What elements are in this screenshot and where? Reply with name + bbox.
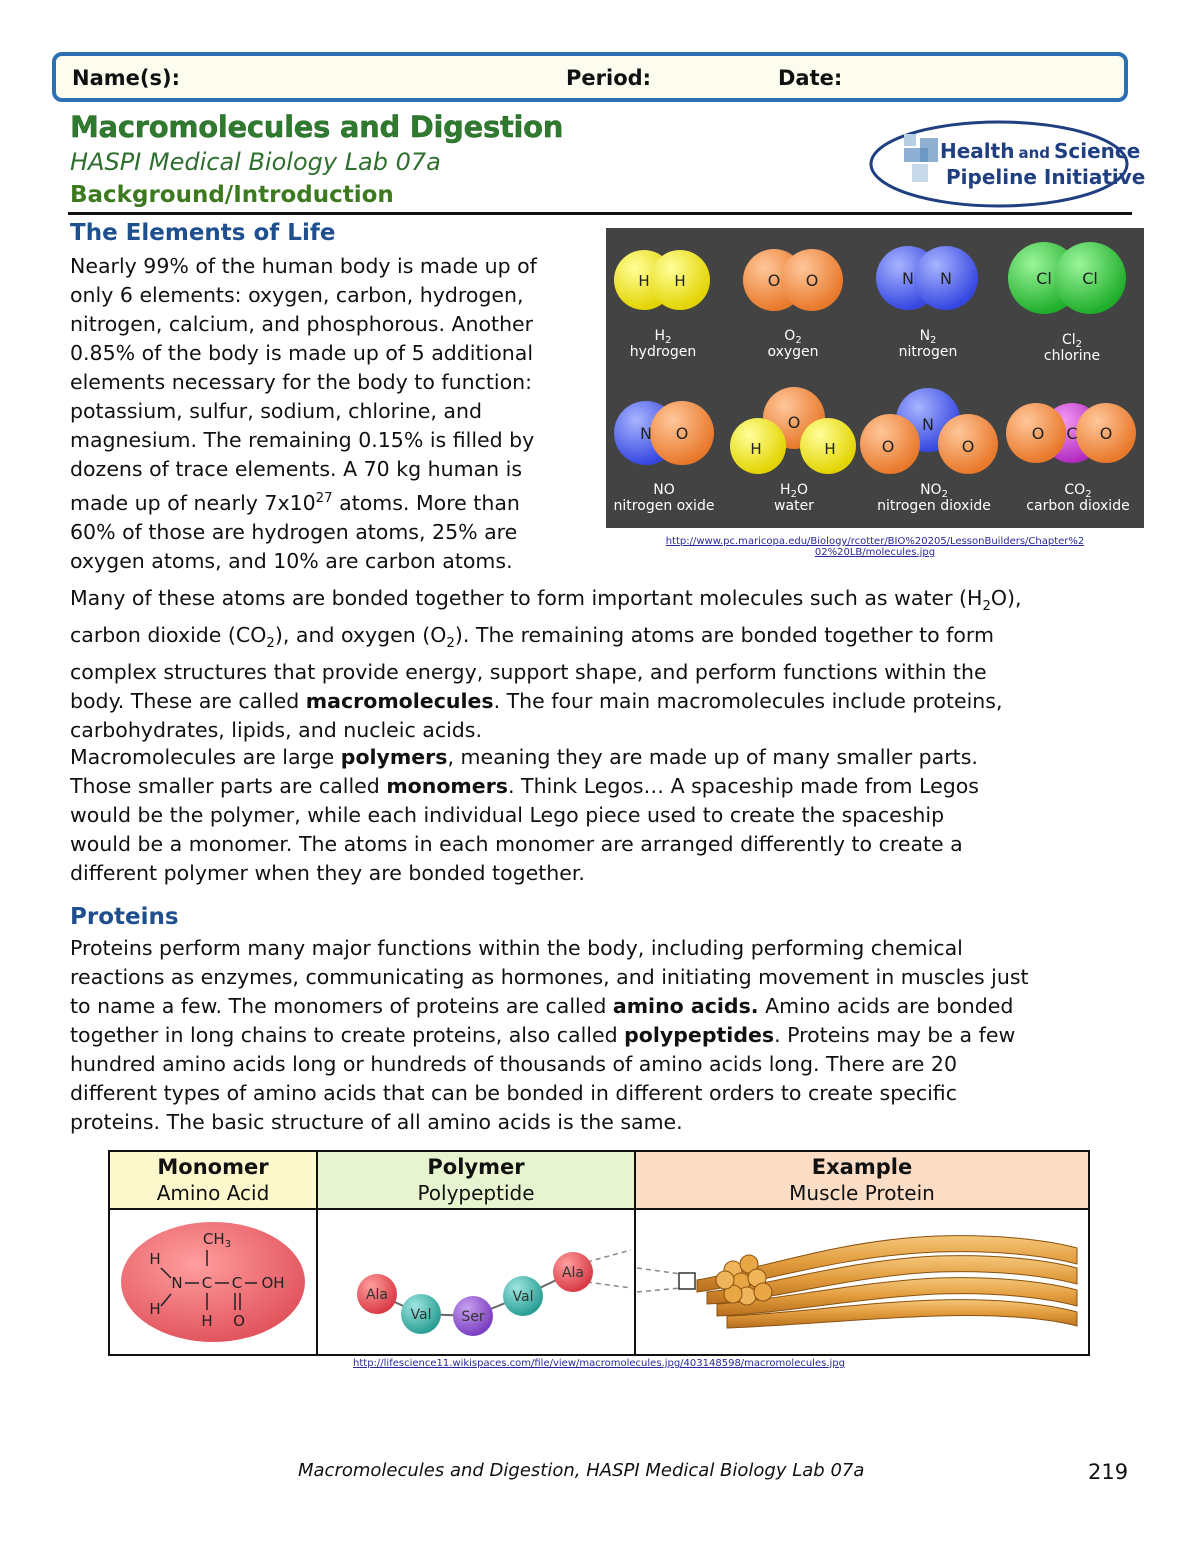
amino-acid-diagram [113,1210,313,1350]
svg-text:O: O [1031,424,1045,443]
svg-text:Val: Val [410,1307,432,1323]
logo-line2: Pipeline Initiative [946,165,1146,189]
svg-text:NO2: $NO_2$ [920,482,948,500]
svg-text:Val: Val [512,1289,534,1305]
svg-text:Ala: Ala [561,1265,585,1281]
svg-text:H: H [201,1312,213,1330]
mol-formula: $H_2$ [654,328,672,346]
svg-text:H: H [149,1300,161,1318]
svg-text:water: water [774,498,814,514]
elements-line: only 6 elements: oxygen, carbon, hydrogen, [70,283,524,307]
svg-text:NO: NO [653,482,675,498]
elements-line: made up of nearly $7x10^{27}$ atoms. More than [70,490,520,515]
svg-text:N: N [902,269,914,288]
svg-text:C: C [231,1274,243,1292]
elements-paragraph [70,252,600,576]
svg-text:N: N [171,1274,183,1292]
svg-text:Ser: Ser [461,1309,485,1325]
elements-line: nitrogen, calcium, and phosphorous. Another [70,312,534,336]
svg-text:Cl: Cl [1036,269,1052,288]
svg-text:hydrogen: hydrogen [629,344,697,360]
svg-text:O: O [881,437,895,456]
elements-line: elements necessary for the body to function: [70,370,533,394]
svg-text:CH3: $CH_3$ [202,1230,232,1250]
svg-text:O: O [805,271,819,290]
name-label: Name(s): [72,66,180,90]
svg-text:Cl: Cl [1082,269,1098,288]
section-label: Background/Introduction [70,182,394,208]
page-title: Macromolecules and Digestion [70,110,564,144]
svg-text:nitrogen dioxide: nitrogen dioxide [877,498,991,514]
svg-text:O: O [961,437,975,456]
svg-text:H: H [824,440,836,458]
svg-text:OH: OH [261,1274,285,1292]
svg-text:O2: $O_2$ [784,328,802,346]
table-header-example: Example Muscle Protein [635,1151,1089,1209]
elements-line: Nearly 99% of the human body is made up of [70,254,537,278]
muscle-protein-diagram [637,1210,1087,1350]
table-header-monomer: Monomer Amino Acid [109,1151,317,1209]
svg-text:H: H [750,440,762,458]
svg-text:H2O: $H_2O$ [780,482,808,500]
svg-text:O: O [1099,424,1113,443]
molecule-image-citation[interactable]: http://www.pc.maricopa.edu/Biology/rcotter/BIO%20205/LessonBuilders/Chapter%2 02%20LB/molecules.jpg [665,536,1085,558]
svg-text:N: N [940,269,952,288]
elements-heading: The Elements of Life [70,220,336,246]
elements-line: potassium, sulfur, sodium, chlorine, and [70,399,483,423]
molecules-image [606,228,1144,528]
polypeptide-cell [317,1209,635,1355]
svg-text:O: O [767,271,781,290]
svg-text:H: H [149,1250,161,1268]
elements-line: 60% of those are hydrogen atoms, 25% are [70,519,518,544]
svg-text:N: N [922,415,934,434]
svg-text:H: H [638,272,650,290]
svg-text:O: O [675,424,689,443]
proteins-heading: Proteins [70,904,179,930]
elements-line: oxygen atoms, and 10% are carbon atoms. [70,548,513,573]
date-label: Date: [778,66,843,90]
svg-text:CO2: $CO_2$ [1064,482,1092,500]
svg-text:O: O [233,1312,245,1330]
svg-text:Ala: Ala [365,1287,389,1303]
table-header-polymer: Polymer Polypeptide [317,1151,635,1209]
header-rule [68,212,1132,215]
svg-text:H: H [674,272,686,290]
table-image-citation[interactable]: http://lifescience11.wikispaces.com/file/view/macromolecules.jpg/403148598/macromolecules.jpg [353,1358,845,1369]
polymers-paragraph: Macromolecules are large polymers, meaning they are made up of many smaller parts. Those smaller parts are called monomers. Think Legos… A spaceship made from Legos would be the polymer, while each individual Lego piece used to create the spaceship would be a monomer. The atoms in each monomer are arranged differently to create a different polymer when they are bonded together. [70,745,979,885]
muscle-protein-cell [635,1209,1089,1355]
logo-health: Health [940,139,1015,163]
svg-text:O: O [787,413,801,432]
amino-acid-cell [109,1209,317,1355]
proteins-paragraph: Proteins perform many major functions within the body, including performing chemical reactions as enzymes, communicating as hormones, and initiating movement in muscles just to name a few. The monomers of proteins are called amino acids. Amino acids are bonded together in long chains to create proteins, also called polypeptides. Proteins may be a few hundred amino acids long or hundreds of thousands of amino acids long. There are 20 different types of amino acids that can be bonded in different orders to create specific proteins. The basic structure of all amino acids is the same. [70,936,1029,1134]
elements-line: magnesium. The remaining 0.15% is filled by [70,428,535,452]
svg-text:N2: $N_2$ [919,328,937,346]
svg-text:nitrogen oxide: nitrogen oxide [613,498,715,514]
svg-text:chlorine: chlorine [1043,348,1101,364]
monomer-polymer-table [108,1150,1090,1356]
svg-text:nitrogen: nitrogen [898,344,958,360]
elements-line: 0.85% of the body is made up of 5 additional [70,341,534,365]
svg-text:C: C [1066,424,1078,443]
svg-text:N: N [640,424,652,443]
period-label: Period: [566,66,652,90]
logo-science: Science [1054,139,1141,163]
page-number: 219 [1088,1460,1129,1484]
haspi-logo [868,118,1146,210]
svg-text:Cl2: $Cl_2$ [1061,332,1083,350]
page-subtitle: HASPI Medical Biology Lab 07a [70,148,441,176]
footer-text: Macromolecules and Digestion, HASPI Medical Biology Lab 07a [298,1460,865,1481]
svg-text:carbon dioxide: carbon dioxide [1026,498,1130,514]
macromolecules-paragraph: Many of these atoms are bonded together to form important molecules such as water $(H_2O)$, carbon dioxide $(CO_2)$, and oxygen $(O_2)$. The remaining atoms are bonded together to form complex structures that provide energy, support shape, and perform functions within the body. These are called macromolecules. The four main macromolecules include proteins, carbohydrates, lipids, and nucleic acids. [70,586,1022,743]
polypeptide-diagram [321,1210,631,1350]
logo-and: and [1018,144,1050,162]
svg-text:C: C [201,1274,213,1292]
elements-line: dozens of trace elements. A 70 kg human is [70,457,523,481]
svg-text:oxygen: oxygen [767,344,819,360]
